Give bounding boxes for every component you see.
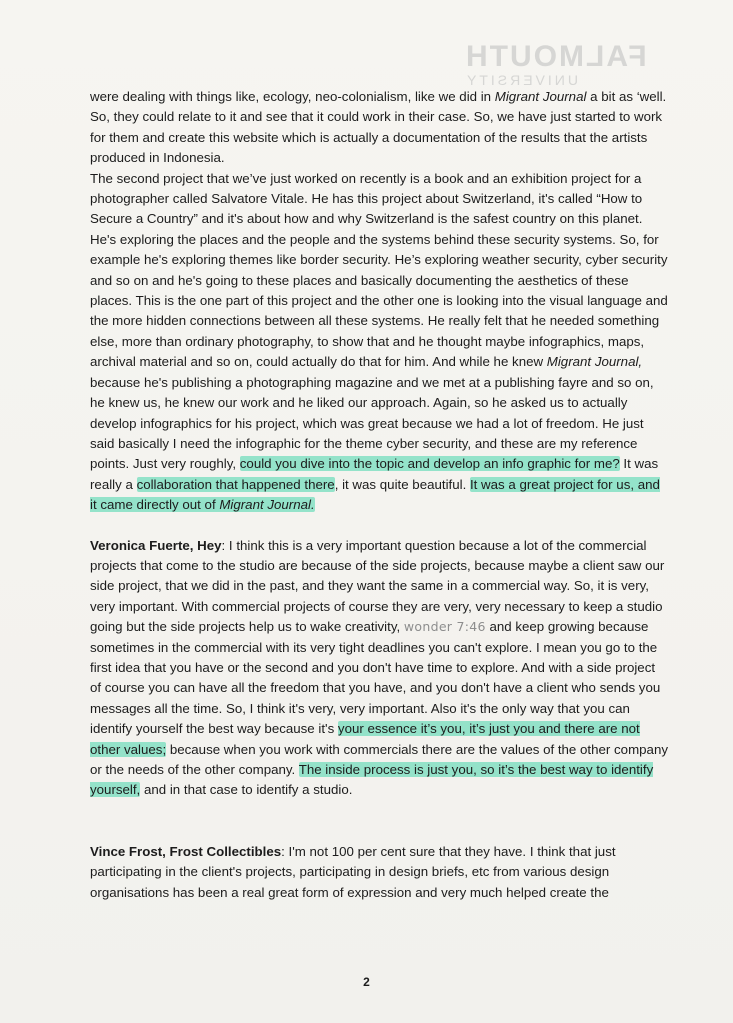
page-number: 2 [363,975,370,989]
document-body [90,87,668,903]
paragraph-2: The second project that we’ve just worked on recently is a book and an exhibition project for a photographer called Salvatore Vitale. He has this project about Switzerland, it's called “How to Secure a Country” and it's about how and why Switzerland is the safest country on this planet. He's exploring the places and the people and the systems behind these security systems. So, for example he's exploring themes like border security. He’s exploring weather security, cyber security and so on and he's going to these places and basically documenting the aesthetics of these places. This is the one part of this project and the other one is looking into the visual language and the more hidden connections between all these systems. He really felt that he needed something else, more than ordinary photography, to show that and he thought maybe infographics, maps, archival material and so on, could actually do that for him. And while he knew Migrant Journal, because he's publishing a photographing magazine and we met at a publishing fayre and so on, he knew us, he knew our work and he liked our approach. Again, so he asked us to actually develop infographics for his project, which was great because we had a lot of freedom. He just said basically I need the infographic for the theme cyber security, and these are my reference points. Just very roughly, could you dive into the topic and develop an info graphic for me? It was really a collaboration that happened there, it was quite beautiful. It was a great project for us, and it came directly out of Migrant Journal. [90,170,668,513]
logo-name: FALMOUTH [464,40,647,73]
highlight: your essence it’s you, it’s just you and there are not other values; [90,721,640,757]
highlight: could you dive into the topic and develop an info graphic for me? [239,456,620,472]
paragraph-4: Vince Frost, Frost Collectibles: I'm not 100 per cent sure that they have. I think that just participating in the client's projects, participating in design briefs, etc from various design organisations has been a real great form of expression and very much helped create the [90,843,616,900]
speaker-name: Veronica Fuerte, Hey [90,537,222,553]
highlight: The inside process is just you, so it’s the best way to identify yourself, [90,762,654,798]
bleedthrough-logo [464,42,647,88]
paragraph-3: Veronica Fuerte, Hey: I think this is a very important question because a lot of the commercial projects that come to the studio are because of the side projects, because maybe a client saw our side project, that we did in the past, and they want the same in a commercial way. So, it is very, very important. With commercial projects of course they are very, very necessary to keep a studio going but the side projects help us to wake creativity, wonder 7:46 and keep growing because sometimes in the commercial with its very tight deadlines you can't explore. I mean you go to the first idea that you have or the second and you don't have time to explore. And with a side project of course you can have all the freedom that you have, and you don't have a client who sends you messages all the time. So, I think it's very, very important. Also it's the only way that you can identify yourself the best way because it's your essence it’s you, it’s just you and there are not other values; because when you work with commercials there are the values of the other company or the needs of the other company. The inside process is just you, so it’s the best way to identify yourself, and in that case to identify a studio. [90,537,668,798]
highlight: It was a great project for us, and it came directly out of Migrant Journal. [90,476,660,513]
handwritten-note: wonder 7:46 [403,619,486,635]
speaker-name: Vince Frost, Frost Collectibles [90,843,282,859]
paragraph-1: were dealing with things like, ecology, neo-colonialism, like we did in Migrant Journal a bit as ‘well. So, they could relate to it and see that it could work in their case. So, we have just started to work for them and create this website which is actually a documentation of the results that the artists produced in Indonesia. [90,89,667,166]
highlight: collaboration that happened there [136,476,335,492]
logo-subtitle: UNIVERSITY [464,72,579,88]
